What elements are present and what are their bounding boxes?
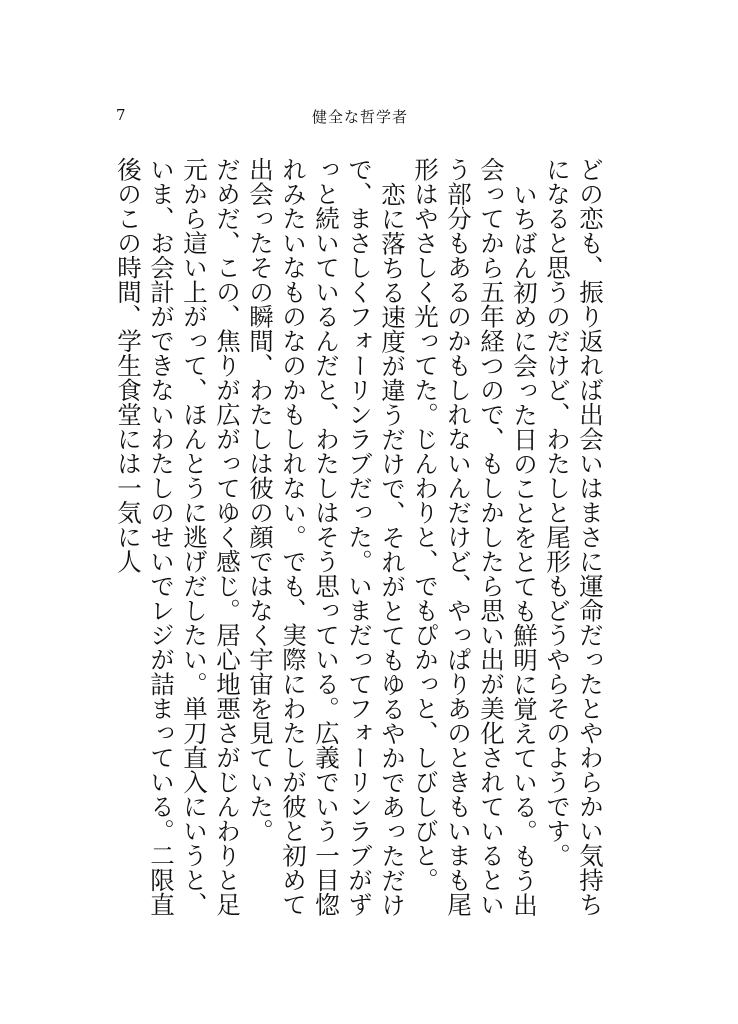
running-title: 健全な哲学者	[312, 108, 409, 126]
page-number: 7	[116, 106, 126, 124]
paragraph-3: 恋に落ちる速度が違うだけで、それがとてもゆるやかであっただけで、まさしくフォーリンラブだった。いまだってフォーリンラブがずっと続いているんだと、わたしはそう思っている。広義でいう一目惚れみたいなものなのかもしれない。でも、実際にわたしが彼と初めて出会ったその瞬間、わたしは彼の顔ではなく宇宙を見ていた。	[246, 157, 407, 917]
paragraph-2: いちばん初めに会った日のことをとても鮮明に覚えている。もう出会ってから五年経つので、もしかしたら思い出が美化されているという部分もあるのかもしれないんだけど、やっぱりあのときもいまも尾形はやさしく光ってた。じんわりと、でもぴかっと、しびしびと。	[411, 157, 539, 917]
body-text	[112, 157, 607, 917]
paragraph-1: どの恋も、振り返れば出会いはまさに運命だったとやわらかい気持ちになると思うのだけど、わたしと尾形もどうやらそのようです。	[543, 157, 605, 917]
paragraph-4: だめだ、この、焦りが広がってゆく感じ。居心地悪さがじんわりと足元から這い上がって、ほんとうに逃げだしたい。単刀直入にいうと、いま、お会計ができないわたしのせいでレジが詰まっている。二限直後のこの時間、学生食堂には一気に人	[114, 157, 242, 917]
